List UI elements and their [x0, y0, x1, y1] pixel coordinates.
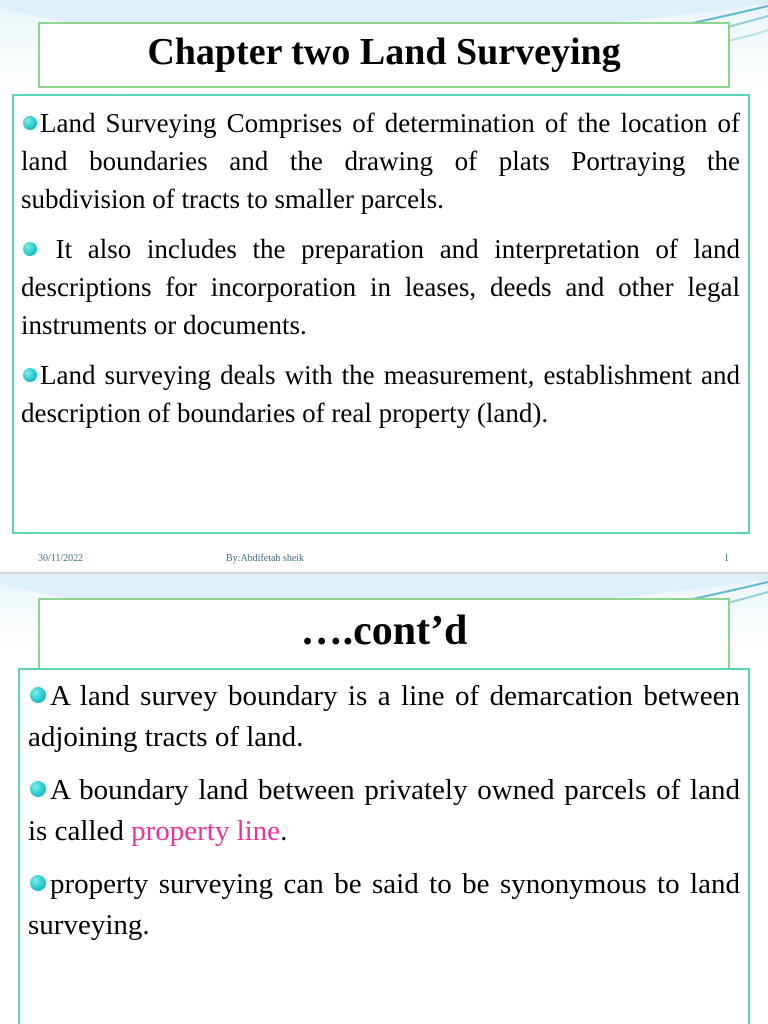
bullet-item	[21, 356, 740, 432]
bullet-dot-icon	[23, 116, 37, 130]
bullet-dot-icon	[30, 781, 46, 797]
bullet-text: A boundary land between privately owned parcels of land is called	[28, 774, 740, 847]
bullet-text: Land Surveying Comprises of determination of the location of land boundaries and the drawing of plats Portraying the subdivision of tracts to smaller parcels.	[21, 108, 740, 214]
bullet-text: A land survey boundary is a line of demarcation between adjoining tracts of land.	[28, 680, 740, 753]
content-box	[18, 668, 750, 1024]
footer-author: By:Abdifetah sheik	[226, 553, 305, 564]
slide-title: Chapter two Land Surveying	[147, 31, 621, 73]
bullet-item	[21, 104, 740, 218]
slide-2	[0, 574, 768, 1024]
bullet-text: property surveying can be said to be synonymous to land surveying.	[28, 868, 740, 941]
bullet-item	[28, 676, 740, 758]
slide-title: ….cont’d	[300, 608, 468, 654]
bullet-item	[28, 770, 740, 852]
footer-page-number: 1	[724, 553, 729, 564]
bullet-item	[21, 230, 740, 344]
highlighted-term: property line	[131, 815, 281, 847]
bullet-text-end: .	[280, 815, 288, 847]
bullet-dot-icon	[23, 242, 37, 256]
bullet-text: It also includes the preparation and interpretation of land descriptions for incorporation in leases, deeds and other legal instruments or documents.	[21, 234, 740, 340]
footer-date: 30/11/2022	[38, 553, 84, 564]
title-box	[38, 22, 730, 88]
title-box	[38, 598, 730, 670]
bullet-item	[28, 864, 740, 946]
bullet-dot-icon	[23, 368, 37, 382]
bullet-text: Land surveying deals with the measurement, establishment and description of boundaries of real property (land).	[21, 360, 740, 428]
bullet-dot-icon	[30, 687, 46, 703]
bullet-dot-icon	[30, 875, 46, 891]
content-box	[12, 94, 750, 534]
